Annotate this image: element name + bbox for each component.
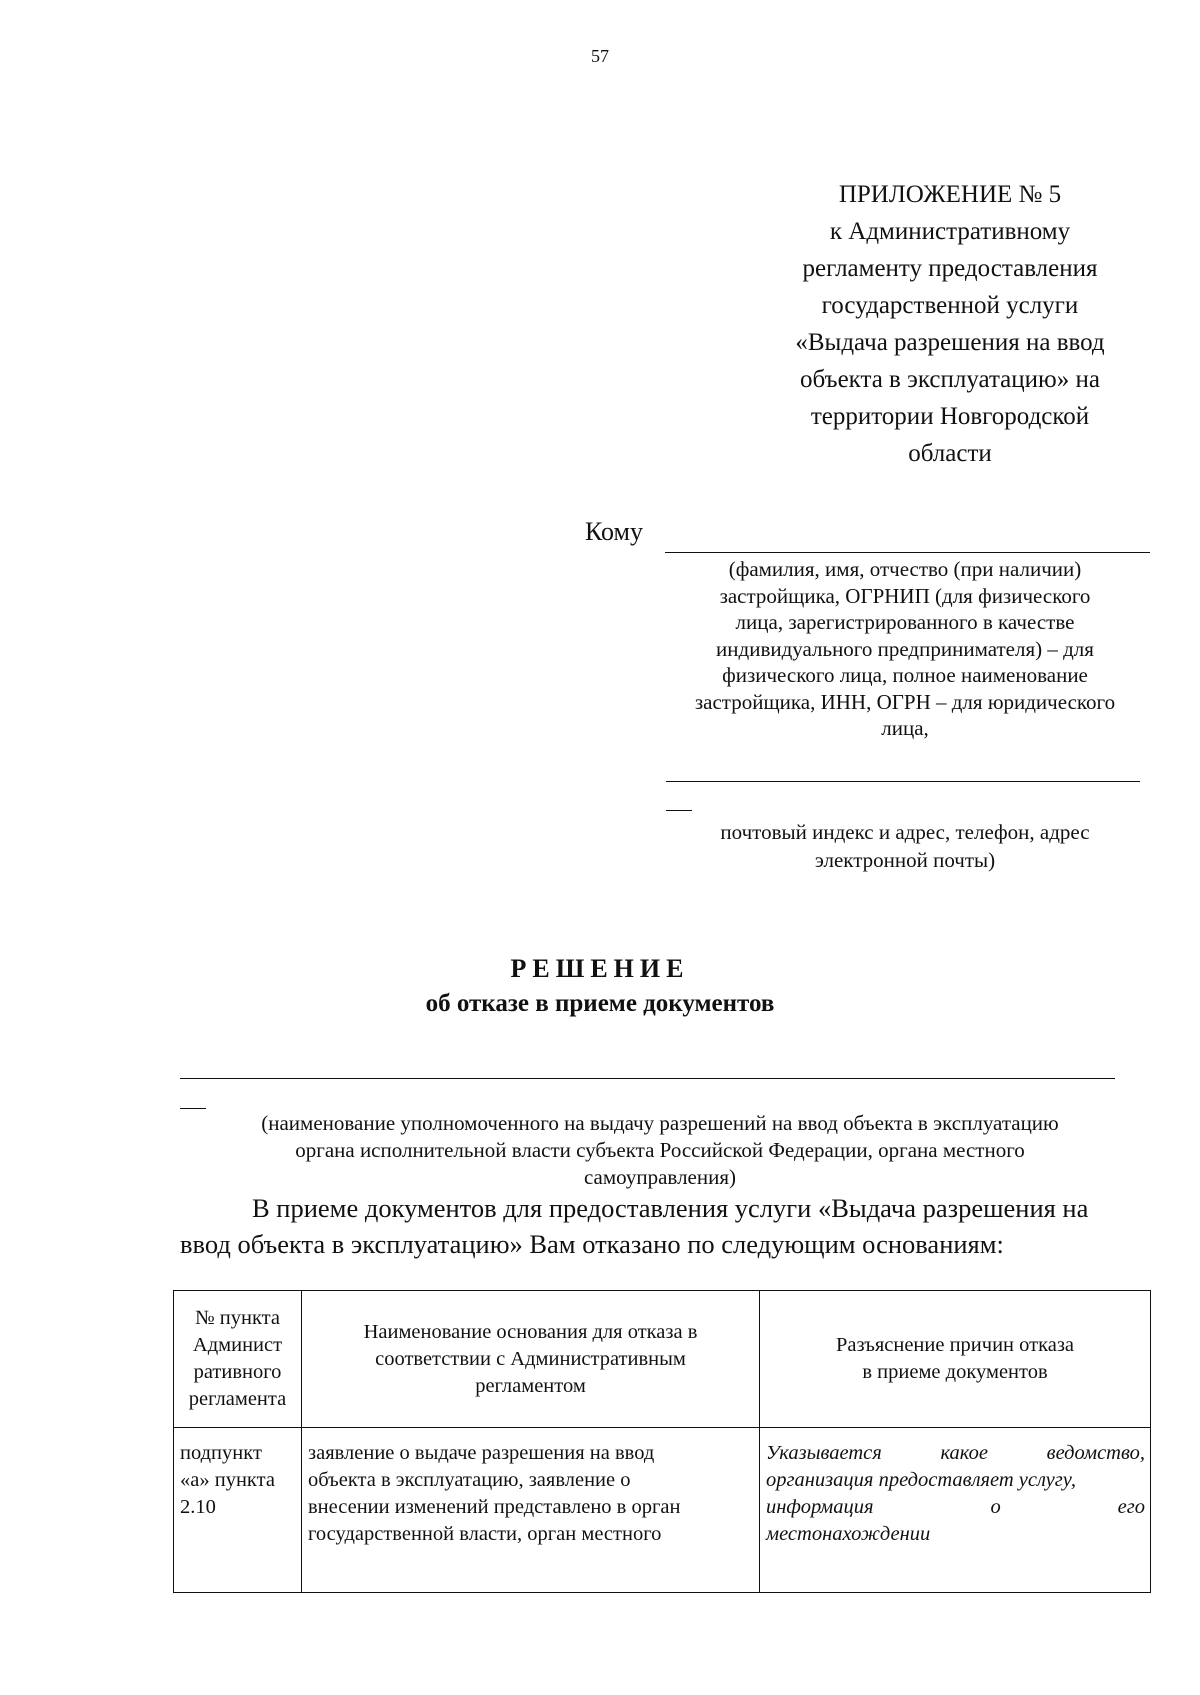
authority-blank-line — [180, 1078, 1115, 1079]
cell-word: о — [990, 1496, 1001, 1518]
table-row — [174, 1428, 1151, 1593]
header-line: в приеме документов — [862, 1361, 1048, 1383]
refusal-grounds-table — [173, 1290, 1151, 1593]
cell-word: ведомство, — [1046, 1442, 1145, 1464]
appendix-line: объекта в эксплуатацию» на — [800, 366, 1100, 393]
cell-refusal-basis — [302, 1428, 760, 1593]
authority-note-line: органа исполнительной власти субъекта Российской Федерации, органа местного — [295, 1138, 1025, 1162]
cell-regulation-item — [174, 1428, 302, 1593]
header-line: ративного — [193, 1361, 282, 1383]
authority-note — [180, 1110, 1140, 1191]
contact-note-line: электронной почты) — [814, 848, 996, 872]
cell-word: какое — [940, 1442, 988, 1464]
addressee-note-line: физического лица, полное наименование — [722, 663, 1088, 687]
appendix-title: ПРИЛОЖЕНИЕ № 5 — [838, 181, 1062, 208]
cell-refusal-explanation — [760, 1428, 1151, 1593]
cell-line: 2.10 — [180, 1496, 216, 1518]
cell-line: объекта в эксплуатацию, заявление о — [308, 1469, 631, 1491]
address-blank-line — [666, 781, 1140, 782]
cell-word: его — [1117, 1496, 1145, 1518]
authority-blank-dash — [180, 1108, 206, 1109]
table-header-row — [174, 1291, 1151, 1428]
addressee-note-line: индивидуального предпринимателя) – для — [716, 636, 1094, 661]
refusal-paragraph — [180, 1190, 1150, 1262]
decision-subtitle: об отказе в приеме документов — [425, 990, 775, 1017]
addressee-note-line: лица, — [881, 716, 929, 740]
appendix-line: к Административному — [829, 218, 1071, 245]
appendix-header — [750, 176, 1150, 472]
cell-line: подпункт — [180, 1442, 262, 1464]
cell-line — [766, 1494, 1145, 1521]
cell-word: информация — [766, 1496, 874, 1518]
addressee-note-line: застройщика, ОГРНИП (для физического — [719, 583, 1091, 608]
cell-line: местонахождении — [766, 1523, 931, 1545]
header-line: Разъяснение причин отказа — [835, 1334, 1075, 1356]
decision-title: РЕШЕНИЕ — [510, 954, 690, 983]
header-line: Админист — [192, 1334, 283, 1356]
header-line: регламентом — [475, 1374, 586, 1397]
cell-line: организация предоставляет услугу, — [766, 1469, 1076, 1491]
paragraph-line: В приеме документов для предоставления услуги «Выдача разрешения на — [252, 1193, 1089, 1223]
addressee-note-line: (фамилия, имя, отчество (при наличии) — [728, 557, 1082, 581]
cell-line: государственной власти, орган местного — [308, 1523, 662, 1545]
address-blank-dash — [666, 810, 692, 811]
header-line: Наименование основания для отказа в — [363, 1320, 698, 1343]
header-line: регламента — [188, 1388, 287, 1410]
cell-word: Указывается — [766, 1442, 882, 1464]
appendix-line: регламенту предоставления — [802, 255, 1098, 282]
authority-note-line: (наименование уполномоченного на выдачу разрешений на ввод объекта в эксплуатацию — [261, 1111, 1059, 1135]
appendix-line: «Выдача разрешения на ввод — [795, 329, 1105, 356]
cell-line: заявление о выдаче разрешения на ввод — [308, 1442, 655, 1464]
addressee-note-line: лица, зарегистрированного в качестве — [735, 610, 1075, 634]
header-refusal-explanation — [760, 1291, 1151, 1428]
header-line: № пункта — [195, 1307, 280, 1329]
contact-note-line: почтовый индекс и адрес, телефон, адрес — [720, 820, 1090, 844]
addressee-note — [650, 556, 1160, 742]
header-refusal-basis — [302, 1291, 760, 1428]
header-line: соответствии с Административным — [375, 1347, 686, 1370]
paragraph-line: ввод объекта в эксплуатацию» Вам отказано по следующим основаниям: — [180, 1229, 1004, 1259]
appendix-line: области — [908, 440, 992, 467]
cell-line — [766, 1440, 1145, 1467]
appendix-line: территории Новгородской — [810, 403, 1090, 430]
addressee-label: Кому — [585, 517, 644, 546]
cell-line: «а» пункта — [180, 1469, 275, 1491]
header-regulation-item — [174, 1291, 302, 1428]
contact-note — [660, 818, 1150, 874]
authority-note-line: самоуправления) — [583, 1165, 736, 1189]
cell-line: внесении изменений представлено в орган — [308, 1496, 681, 1518]
addressee-blank-line — [665, 552, 1150, 553]
addressee-note-line: застройщика, ИНН, ОГРН – для юридического — [694, 689, 1116, 714]
page-number: 57 — [591, 46, 609, 66]
appendix-line: государственной услуги — [821, 292, 1079, 319]
